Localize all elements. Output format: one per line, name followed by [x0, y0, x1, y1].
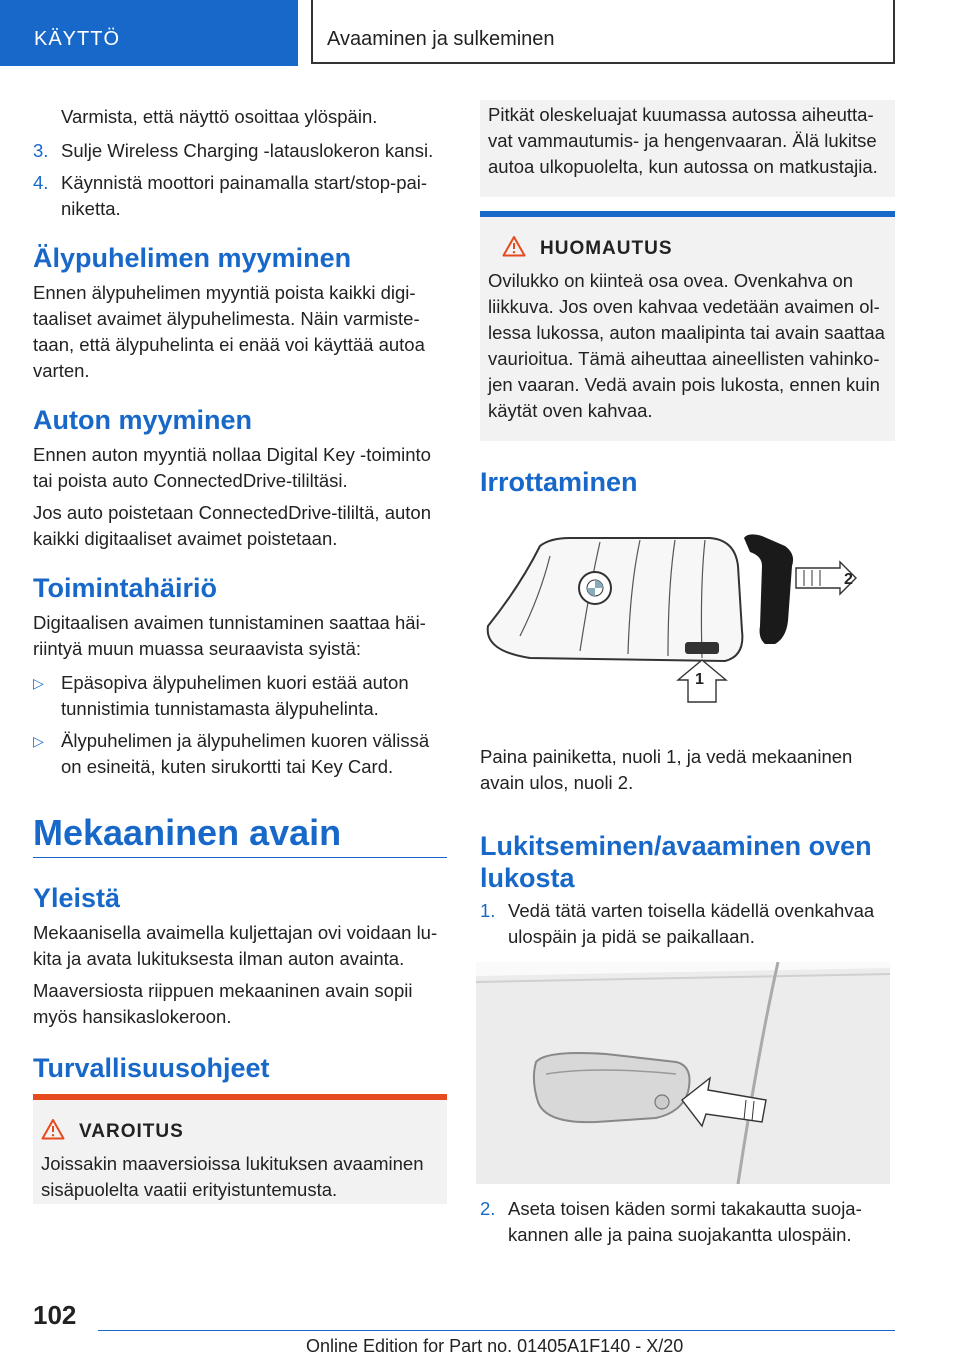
chapter-header — [311, 0, 895, 64]
step-text-line: Käynnistä moottori painamalla start/stop-pai- — [61, 172, 428, 193]
warning-triangle-icon — [502, 235, 526, 257]
notice-text: Ovilukko on kiinteä osa ovea. Ovenkahva on liikkuva. Jos oven kahvaa vedetään avaimen ol- lessa lukossa, auton maalipinta tai avain saattaa vaurioitua. Tämä aiheuttaa aineellisten vahinko- jen vaaran. Vedä avain pois lukosta, ennen kuin käytät oven kahvaa. — [488, 270, 885, 421]
heading-phone-sale: Älypuhelimen myyminen — [33, 243, 352, 273]
bullet-triangle-icon: ▷ — [33, 733, 44, 749]
heading-malfunction: Toimintahäiriö — [33, 573, 218, 603]
section-title: KÄYTTÖ — [34, 28, 121, 50]
step-2: 2. Aseta toisen käden sormi takakautta suoja- kannen alle ja paina suojakantta ulospäin. — [480, 1198, 862, 1245]
footer-rule — [98, 1330, 895, 1331]
heading-rule — [33, 857, 447, 858]
notice-title: HUOMAUTUS — [540, 238, 673, 259]
step-number: 4. — [33, 172, 49, 193]
notice-box — [480, 211, 895, 441]
heading-removal: Irrottaminen — [480, 467, 638, 497]
warning-title: VAROITUS — [79, 1121, 184, 1142]
heading-lock-unlock: Lukitseminen/avaaminen oven lukosta — [480, 831, 872, 893]
paragraph-car-sale-1: Ennen auton myyntiä nollaa Digital Key -toiminto tai poista auto ConnectedDrive-tililtäsi. — [33, 444, 431, 491]
footer-edition: Online Edition for Part no. 01405A1F140 - X/20 — [306, 1336, 684, 1356]
paragraph-malfunction: Digitaalisen avaimen tunnistaminen saattaa häi- riintyä muun muassa seuraavista syistä: — [33, 612, 426, 659]
heading-safety: Turvallisuusohjeet — [33, 1053, 270, 1083]
warning-box — [33, 1094, 447, 1204]
paragraph-general-1: Mekaanisella avaimella kuljettajan ovi voidaan lu- kita ja avata lukituksesta ilman auton avainta. — [33, 922, 438, 969]
step-intro-continuation: Varmista, että näyttö osoittaa ylöspäin. — [61, 106, 378, 127]
page-number: 102 — [33, 1300, 77, 1330]
step-3 — [33, 138, 475, 164]
arrow-1-label: 1 — [695, 671, 704, 688]
step-number: 2. — [480, 1198, 496, 1219]
step-text: Sulje Wireless Charging -latauslokeron kansi. — [61, 140, 434, 161]
heading-general: Yleistä — [33, 883, 121, 913]
key-removal-illustration — [480, 526, 895, 716]
paragraph-general-2: Maaversiosta riippuen mekaaninen avain sopii myös hansikaslokeroon. — [33, 980, 413, 1027]
step-text-line: niketta. — [61, 198, 121, 219]
bullet-triangle-icon: ▷ — [33, 675, 44, 691]
warning-text: Joissakin maaversioissa lukituksen avaaminen sisäpuolelta vaatii erityistuntemusta. — [41, 1153, 424, 1200]
step-number: 3. — [33, 140, 49, 161]
warning-continuation-box — [480, 100, 895, 197]
step-1: 1. Vedä tätä varten toisella kädellä ovenkahvaa ulospäin ja pidä se paikallaan. — [480, 900, 875, 947]
section-tab — [0, 0, 298, 66]
arrow-2-label: 2 — [844, 571, 853, 588]
paragraph-phone-sale: Ennen älypuhelimen myyntiä poista kaikki digi- taaliset avaimet älypuhelimesta. Näin varmiste- taan, että älypuhelinta ei enää voi käyttää autoa varten. — [33, 282, 425, 381]
paragraph-car-sale-2: Jos auto poistetaan ConnectedDrive-tililtä, auton kaikki digitaaliset avaimet poistetaan. — [33, 502, 431, 549]
bullet-item: ▷ Epäsopiva älypuhelimen kuori estää auton tunnistimia tunnistamasta älypuhelinta. — [33, 672, 409, 719]
warning-continuation-text: Pitkät oleskeluajat kuumassa autossa aiheutta- vat vammautumis- ja hengenvaaran. Älä lukitse autoa ulkopuolelta, kun autossa on matkustajia. — [488, 104, 878, 177]
paragraph-removal: Paina painiketta, nuoli 1, ja vedä mekaaninen avain ulos, nuoli 2. — [480, 746, 853, 793]
heading-car-sale: Auton myyminen — [33, 405, 253, 435]
step-number: 1. — [480, 900, 496, 921]
warning-triangle-icon — [41, 1118, 65, 1140]
door-handle-illustration — [476, 962, 890, 1184]
step-4 — [33, 170, 475, 222]
bullet-item: ▷ Älypuhelimen ja älypuhelimen kuoren välissä on esineitä, kuten sirukortti tai Key Card. — [33, 730, 430, 777]
chapter-title: Avaaminen ja sulkeminen — [327, 28, 555, 50]
heading-mechanical-key: Mekaaninen avain — [33, 812, 342, 853]
